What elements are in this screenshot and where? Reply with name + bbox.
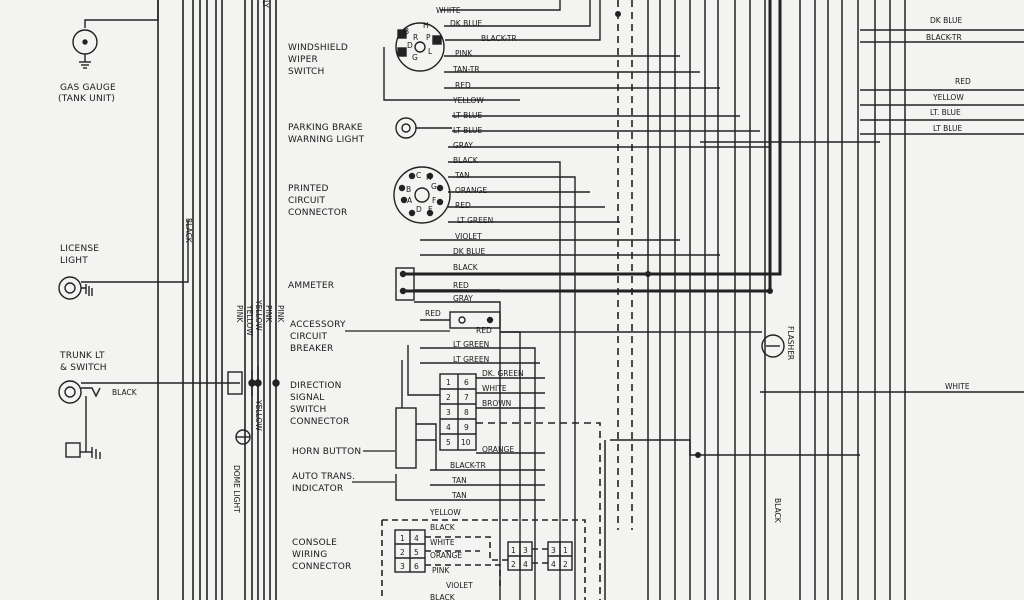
cright-3: 3 [551,546,556,555]
leader-lines [345,331,450,482]
wl-lt-blue-2: LT BLUE [453,126,483,135]
auto-trans-label-2: INDICATOR [292,484,344,494]
direction-label-4: CONNECTOR [290,417,350,427]
rl-lt-blue: LT BLUE [933,124,963,133]
dpin-1: 1 [446,378,451,387]
wl-pink-1: PINK [455,49,473,58]
parking-brake-light [396,118,416,138]
cpin-3: 3 [400,562,405,571]
trunk-light [59,381,240,459]
wl-lt-blue-1: LT BLUE [453,111,483,120]
dpin-10: 10 [461,438,471,447]
wl-black-1: BLACK [453,156,478,165]
console-label-2: WIRING [292,550,328,560]
vlabel-black-left: BLACK [184,218,193,243]
cpin-4: 4 [414,534,419,543]
dpin-9: 9 [464,423,469,432]
printed-circuit-label-1: PRINTED [288,184,329,194]
wl-black-2: BLACK [453,263,478,272]
pc-pin-f: F [432,196,437,205]
wl-red-5: RED [476,326,492,335]
rl-white: WHITE [945,382,970,391]
wl-tan-3: TAN [452,491,467,500]
pc-pin-h: H [426,173,432,182]
wl-gray-2: GRAY [453,294,473,303]
wl-yellow-2: YELLOW [430,508,461,517]
vlabel-yellow-c: YELLOW [254,400,263,431]
wl-black-tr-1: BLACK-TR [481,34,517,43]
dpin-2: 2 [446,393,451,402]
direction-label-3: SWITCH [290,405,327,415]
wl-yellow-1: YELLOW [453,96,484,105]
wl-red-4: RED [425,309,441,318]
wl-black-3: BLACK [430,523,455,532]
rl-lt-blue-dot: LT. BLUE [930,108,961,117]
horn-button-label: HORN BUTTON [292,447,362,457]
cmid-3: 3 [523,546,528,555]
cpin-2: 2 [400,548,405,557]
dome-light [228,366,279,444]
vlabel-yellow-b: YELLOW [254,300,263,331]
wiper-pin-l: L [428,47,433,56]
right-exits [700,30,1024,392]
printed-circuit-label-3: CONNECTOR [288,208,348,218]
wl-violet-1: VIOLET [455,232,482,241]
wiper-label-2: WIPER [288,55,318,65]
trunk-light-label-1: TRUNK LT [60,351,105,361]
console-connector [395,530,572,572]
wiper-pin-p: P [426,33,431,42]
wiper-pin-r: R [413,33,419,42]
dpin-7: 7 [464,393,469,402]
breaker-label-2: CIRCUIT [290,332,328,342]
vlabel-pink-b: PINK [264,305,273,323]
gas-gauge-label-2: (TANK UNIT) [58,94,116,104]
trunk-light-label-2: & SWITCH [60,363,107,373]
license-light-label-1: LICENSE [60,244,100,254]
wl-red-2: RED [455,201,471,210]
dpin-6: 6 [464,378,469,387]
pc-pin-e: E [428,205,433,214]
cmid-1: 1 [511,546,516,555]
wiper-pin-g: G [412,53,418,62]
cpin-5: 5 [414,548,419,557]
printed-circuit-label-2: CIRCUIT [288,196,326,206]
pc-pin-b: B [406,185,412,194]
wl-lt-green-2: LT GREEN [453,340,490,349]
vlabel-pink: PINK [235,305,244,323]
gas-gauge-label-1: GAS GAUGE [60,83,116,93]
direction-label-1: DIRECTION [290,381,342,391]
cright-1: 1 [563,546,568,555]
wiper-label-1: WINDSHIELD [288,43,348,53]
wl-black-4: BLACK [430,593,455,600]
wl-lt-green-1: LT GREEN [457,216,494,225]
rl-black-tr: BLACK-TR [926,33,962,42]
wl-orange-3: ORANGE [430,551,463,560]
wl-tan-1: TAN [455,171,470,180]
cpin-1: 1 [400,534,405,543]
wl-dk-blue-2: DK BLUE [453,247,486,256]
direction-label-2: SIGNAL [290,393,325,403]
vlabel-pink-c: PINK [276,305,285,323]
wl-violet-2: VIOLET [446,581,473,590]
wl-white-top: WHITE [436,6,461,15]
right-edge-labels [926,16,971,391]
wl-brown: BROWN [482,399,512,408]
cright-2: 2 [563,560,568,569]
license-light-label-2: LIGHT [60,256,88,266]
rl-yellow: YELLOW [933,93,964,102]
parking-brake-label-1: PARKING BRAKE [288,123,363,133]
dpin-3: 3 [446,408,451,417]
console-label-3: CONNECTOR [292,562,352,572]
trunk-black-label: BLACK [112,388,137,397]
wl-tan-tr: TAN-TR [453,65,480,74]
ammeter-label: AMMETER [288,281,335,291]
console-label-1: CONSOLE [292,538,337,548]
pc-pin-g: G [431,182,437,191]
wl-dk-blue-1: DK BLUE [450,19,483,28]
cright-4: 4 [551,560,556,569]
wire-labels [425,6,524,600]
auto-trans-label-1: AUTO TRANS. [292,472,356,482]
breaker-label-3: BREAKER [290,344,334,354]
wiper-pin-d: D [407,41,413,50]
dpin-4: 4 [446,423,451,432]
vlabel-black-right: BLACK [773,498,782,523]
wl-orange-1: ORANGE [455,186,488,195]
wiper-pin-h: H [423,21,429,30]
wl-white-3: WHITE [430,538,455,547]
dpin-5: 5 [446,438,451,447]
wiper-label-3: SWITCH [288,67,325,77]
flasher-label: FLASHER [786,326,795,361]
accessory-breaker [450,312,500,328]
vlabel-top-fragment: LY [261,0,270,8]
pc-pin-c: C [416,171,422,180]
vlabel-yellow: YELLOW [245,305,254,336]
cmid-4: 4 [523,560,528,569]
wl-gray-1: GRAY [453,141,473,150]
rl-dk-blue: DK BLUE [930,16,963,25]
wl-red-3: RED [453,281,469,290]
wl-tan-2: TAN [452,476,467,485]
dome-light-label: DOME LIGHT [232,465,241,513]
cmid-2: 2 [511,560,516,569]
flasher [500,332,784,357]
wl-red-1: RED [455,81,471,90]
pc-pin-a: A [407,196,413,205]
wl-lt-green-3: LT GREEN [453,355,490,364]
wiper-pin-b: B [404,27,410,36]
wl-pink-2: PINK [432,566,450,575]
wl-dk-green: DK. GREEN [482,369,524,378]
rl-red: RED [955,77,971,86]
printed-circuit-connector [394,167,450,223]
pc-pin-d: D [416,205,422,214]
wl-orange-2: ORANGE [482,445,515,454]
gas-gauge [73,0,158,68]
parking-brake-label-2: WARNING LIGHT [288,135,365,145]
breaker-label-1: ACCESSORY [290,320,346,330]
cpin-6: 6 [414,562,419,571]
wl-black-tr-2: BLACK-TR [450,461,486,470]
dpin-8: 8 [464,408,469,417]
wl-white-2: WHITE [482,384,507,393]
